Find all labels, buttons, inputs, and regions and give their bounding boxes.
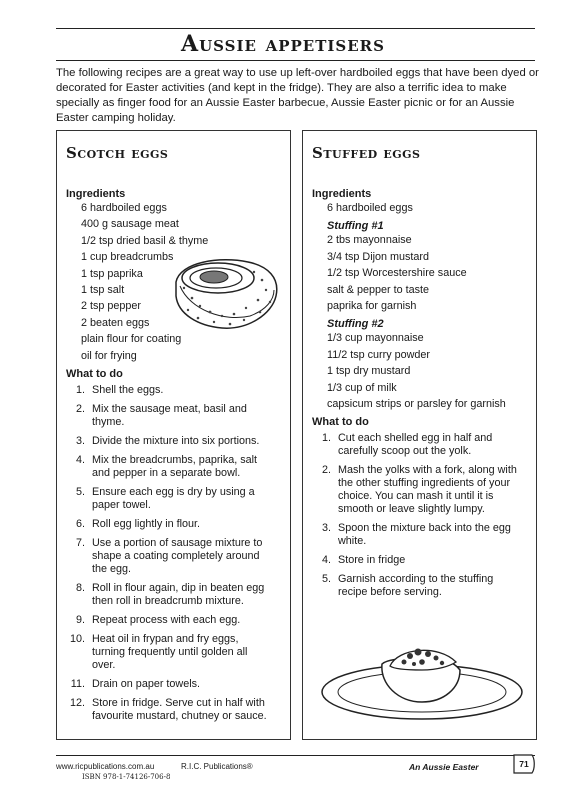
step-number: 8. — [75, 582, 85, 595]
ingredient-item: 1/3 cup of milk — [327, 381, 397, 394]
scotch-method-list — [57, 384, 290, 723]
top-rule — [56, 28, 535, 29]
step-number: 7. — [75, 537, 85, 550]
footer-book-title: An Aussie Easter — [409, 762, 479, 772]
step-number: 3. — [75, 435, 85, 448]
stuffing-2-list — [327, 330, 536, 412]
step-text: Cut each shelled egg in half and carefully scoop out the yolk. — [338, 432, 493, 458]
step-number: 5. — [75, 486, 85, 499]
footer-publisher: R.I.C. Publications® — [181, 762, 253, 771]
ingredient-item: capsicum strips or parsley for garnish — [327, 398, 506, 411]
ingredient-item: 2 beaten eggs — [81, 316, 150, 329]
step-text: Mix the sausage meat, basil and thyme. — [92, 403, 247, 429]
step-number: 3. — [321, 522, 331, 535]
step-number: 9. — [75, 614, 85, 627]
step-number: 1. — [321, 432, 331, 445]
ingredient-item: 1/3 cup mayonnaise — [327, 332, 424, 345]
stuffing-2-heading: Stuffing #2 — [327, 318, 384, 331]
scotch-eggs-title: Scotch eggs — [66, 144, 169, 162]
ingredient-item: salt & pepper to taste — [327, 283, 430, 296]
ingredient-item: paprika for garnish — [327, 300, 417, 313]
step-number: 4. — [321, 554, 331, 567]
step-number: 1. — [75, 384, 85, 397]
method-step — [57, 518, 290, 531]
method-step — [57, 454, 290, 480]
step-text: Mash the yolks with a fork, along with the other stuffing ingredients of your choice. You can mash it until it is smooth or leave slightly lumpy. — [338, 464, 517, 516]
intro-paragraph: The following recipes are a great way to use up left-over hardboiled eggs that have been dyed or decorated for Easter activities (and kept in the fridge). They are also a terrific idea to make specially as finger food for an Aussie Easter barbecue, Aussie Easter picnic or for an Aussie Easter camping holiday. — [56, 67, 539, 124]
step-number: 4. — [75, 454, 85, 467]
method-step — [57, 697, 290, 723]
page-number: 71 — [519, 759, 529, 769]
ingredient-item: 1/2 tsp dried basil & thyme — [81, 234, 209, 247]
step-number: 10. — [69, 633, 85, 646]
ingredient-item: 3/4 tsp Dijon mustard — [327, 250, 430, 263]
footer-website: www.ricpublications.com.au — [56, 762, 155, 771]
step-text: Roll in flour again, dip in beaten egg then roll in breadcrumb mixture. — [92, 582, 265, 608]
title-rule — [56, 60, 535, 61]
method-step — [57, 678, 290, 691]
step-text: Divide the mixture into six portions. — [92, 435, 260, 448]
step-number: 5. — [321, 573, 331, 586]
method-step — [57, 633, 290, 672]
ingredient-item: oil for frying — [81, 349, 137, 362]
scotch-ingredients-heading: Ingredients — [66, 188, 126, 200]
step-text: Spoon the mixture back into the egg white. — [338, 522, 511, 548]
stuffed-base-ingredient: 6 hardboiled eggs — [327, 202, 413, 214]
step-text: Ensure each egg is dry by using a paper towel. — [92, 486, 255, 512]
step-text: Store in fridge. Serve cut in half with favourite mustard, chutney or sauce. — [92, 697, 267, 723]
stuffing-1-list — [327, 232, 536, 314]
stuffed-method-heading: What to do — [312, 416, 369, 429]
step-text: Use a portion of sausage mixture to shape a coating completely around the egg. — [92, 537, 263, 576]
page-title: Aussie appetisers — [181, 31, 385, 57]
ingredient-item: 11/2 tsp curry powder — [327, 348, 431, 361]
method-step — [57, 403, 290, 429]
scotch-egg-illustration — [170, 252, 282, 334]
method-step — [57, 537, 290, 576]
method-step — [303, 522, 536, 548]
ingredient-item: 2 tbs mayonnaise — [327, 234, 412, 247]
step-text: Repeat process with each egg. — [92, 614, 241, 627]
ingredient-item: plain flour for coating — [81, 333, 182, 346]
step-text: Shell the eggs. — [92, 384, 164, 397]
scotch-method-heading: What to do — [66, 368, 123, 381]
method-step — [57, 384, 290, 397]
step-text: Heat oil in frypan and fry eggs, turning frequently until golden all over. — [92, 633, 248, 672]
method-step — [57, 582, 290, 608]
ingredient-item: 1 tsp dry mustard — [327, 365, 411, 378]
method-step — [303, 464, 536, 516]
ingredient-item: 1/2 tsp Worcestershire sauce — [327, 267, 467, 280]
stuffing-1-heading: Stuffing #1 — [327, 220, 384, 233]
step-number: 12. — [69, 697, 85, 710]
step-text: Drain on paper towels. — [92, 678, 201, 691]
method-step — [57, 614, 290, 627]
ingredient-item: 1 tsp salt — [81, 284, 125, 297]
ingredient-item: 6 hardboiled eggs — [81, 202, 167, 214]
footer-isbn: ISBN 978-1-74126-706-8 — [82, 773, 171, 781]
method-step — [303, 554, 536, 567]
step-number: 2. — [75, 403, 85, 416]
method-step — [57, 435, 290, 448]
footer-rule — [56, 755, 535, 756]
method-step — [303, 573, 536, 599]
step-text: Garnish according to the stuffing recipe before serving. — [338, 573, 494, 599]
ingredient-item: 1 tsp paprika — [81, 267, 143, 280]
ingredient-item: 2 tsp pepper — [81, 300, 142, 313]
step-number: 2. — [321, 464, 331, 477]
scotch-eggs-panel — [56, 130, 291, 740]
stuffed-method-list — [303, 432, 536, 599]
method-step — [57, 486, 290, 512]
step-number: 11. — [70, 678, 85, 691]
stuffed-eggs-title: Stuffed eggs — [312, 144, 421, 162]
step-text: Mix the breadcrumbs, paprika, salt and pepper in a separate bowl. — [92, 454, 258, 480]
ingredient-item: 1 cup breadcrumbs — [81, 251, 174, 264]
step-number: 6. — [75, 518, 85, 531]
stuffed-ingredients-heading: Ingredients — [312, 188, 372, 200]
step-text: Store in fridge — [338, 554, 406, 567]
method-step — [303, 432, 536, 458]
stuffed-egg-plate-illustration — [318, 636, 528, 726]
ingredient-item: 400 g sausage meat — [81, 218, 179, 231]
step-text: Roll egg lightly in flour. — [92, 518, 201, 531]
